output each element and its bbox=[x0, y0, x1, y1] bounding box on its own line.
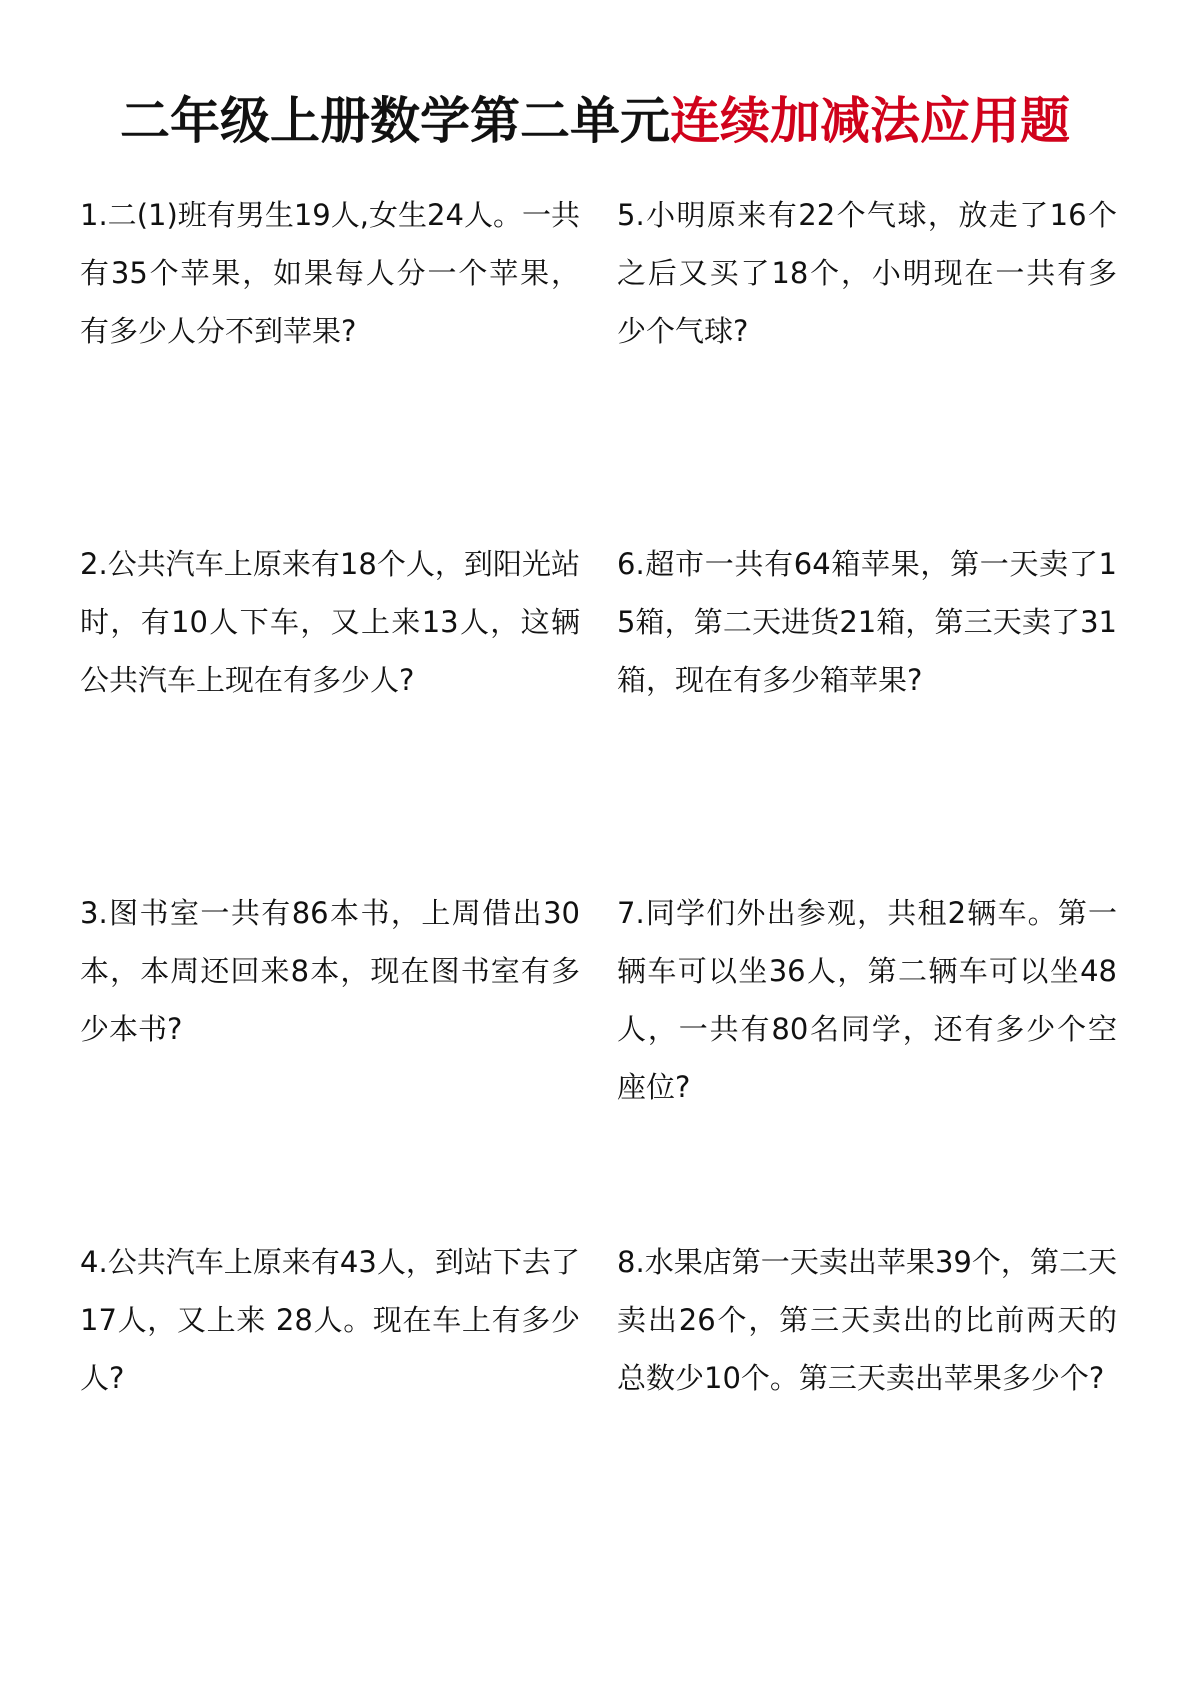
problem-1: 1.二(1)班有男生19人,女生24人。一共有35个苹果，如果每人分一个苹果，有多少人分不到苹果? bbox=[80, 198, 580, 348]
problem-3: 3.图书室一共有86本书，上周借出30本，本周还回来8本，现在图书室有多少本书? bbox=[80, 896, 580, 1046]
problem-2: 2.公共汽车上原来有18个人，到阳光站时，有10人下车，又上来13人，这辆公共汽车上现在有多少人? bbox=[80, 547, 580, 697]
page-title bbox=[0, 86, 1190, 156]
problem-6: 6.超市一共有64箱苹果，第一天卖了15箱，第二天进货21箱，第三天卖了31箱，现在有多少箱苹果? bbox=[617, 547, 1117, 697]
title-main: 二年级上册数学第二单元 bbox=[120, 92, 670, 150]
problem-4: 4.公共汽车上原来有43人，到站下去了17人，又上来 28人。现在车上有多少人? bbox=[80, 1245, 580, 1395]
problem-7: 7.同学们外出参观，共租2辆车。第一辆车可以坐36人，第二辆车可以坐48人，一共有80名同学，还有多少个空座位? bbox=[617, 896, 1117, 1104]
problem-8: 8.水果店第一天卖出苹果39个，第二天卖出26个，第三天卖出的比前两天的总数少10个。第三天卖出苹果多少个? bbox=[617, 1245, 1117, 1395]
problem-5: 5.小明原来有22个气球，放走了16个之后又买了18个，小明现在一共有多少个气球? bbox=[617, 198, 1117, 348]
title-highlight: 连续加减法应用题 bbox=[670, 92, 1070, 150]
